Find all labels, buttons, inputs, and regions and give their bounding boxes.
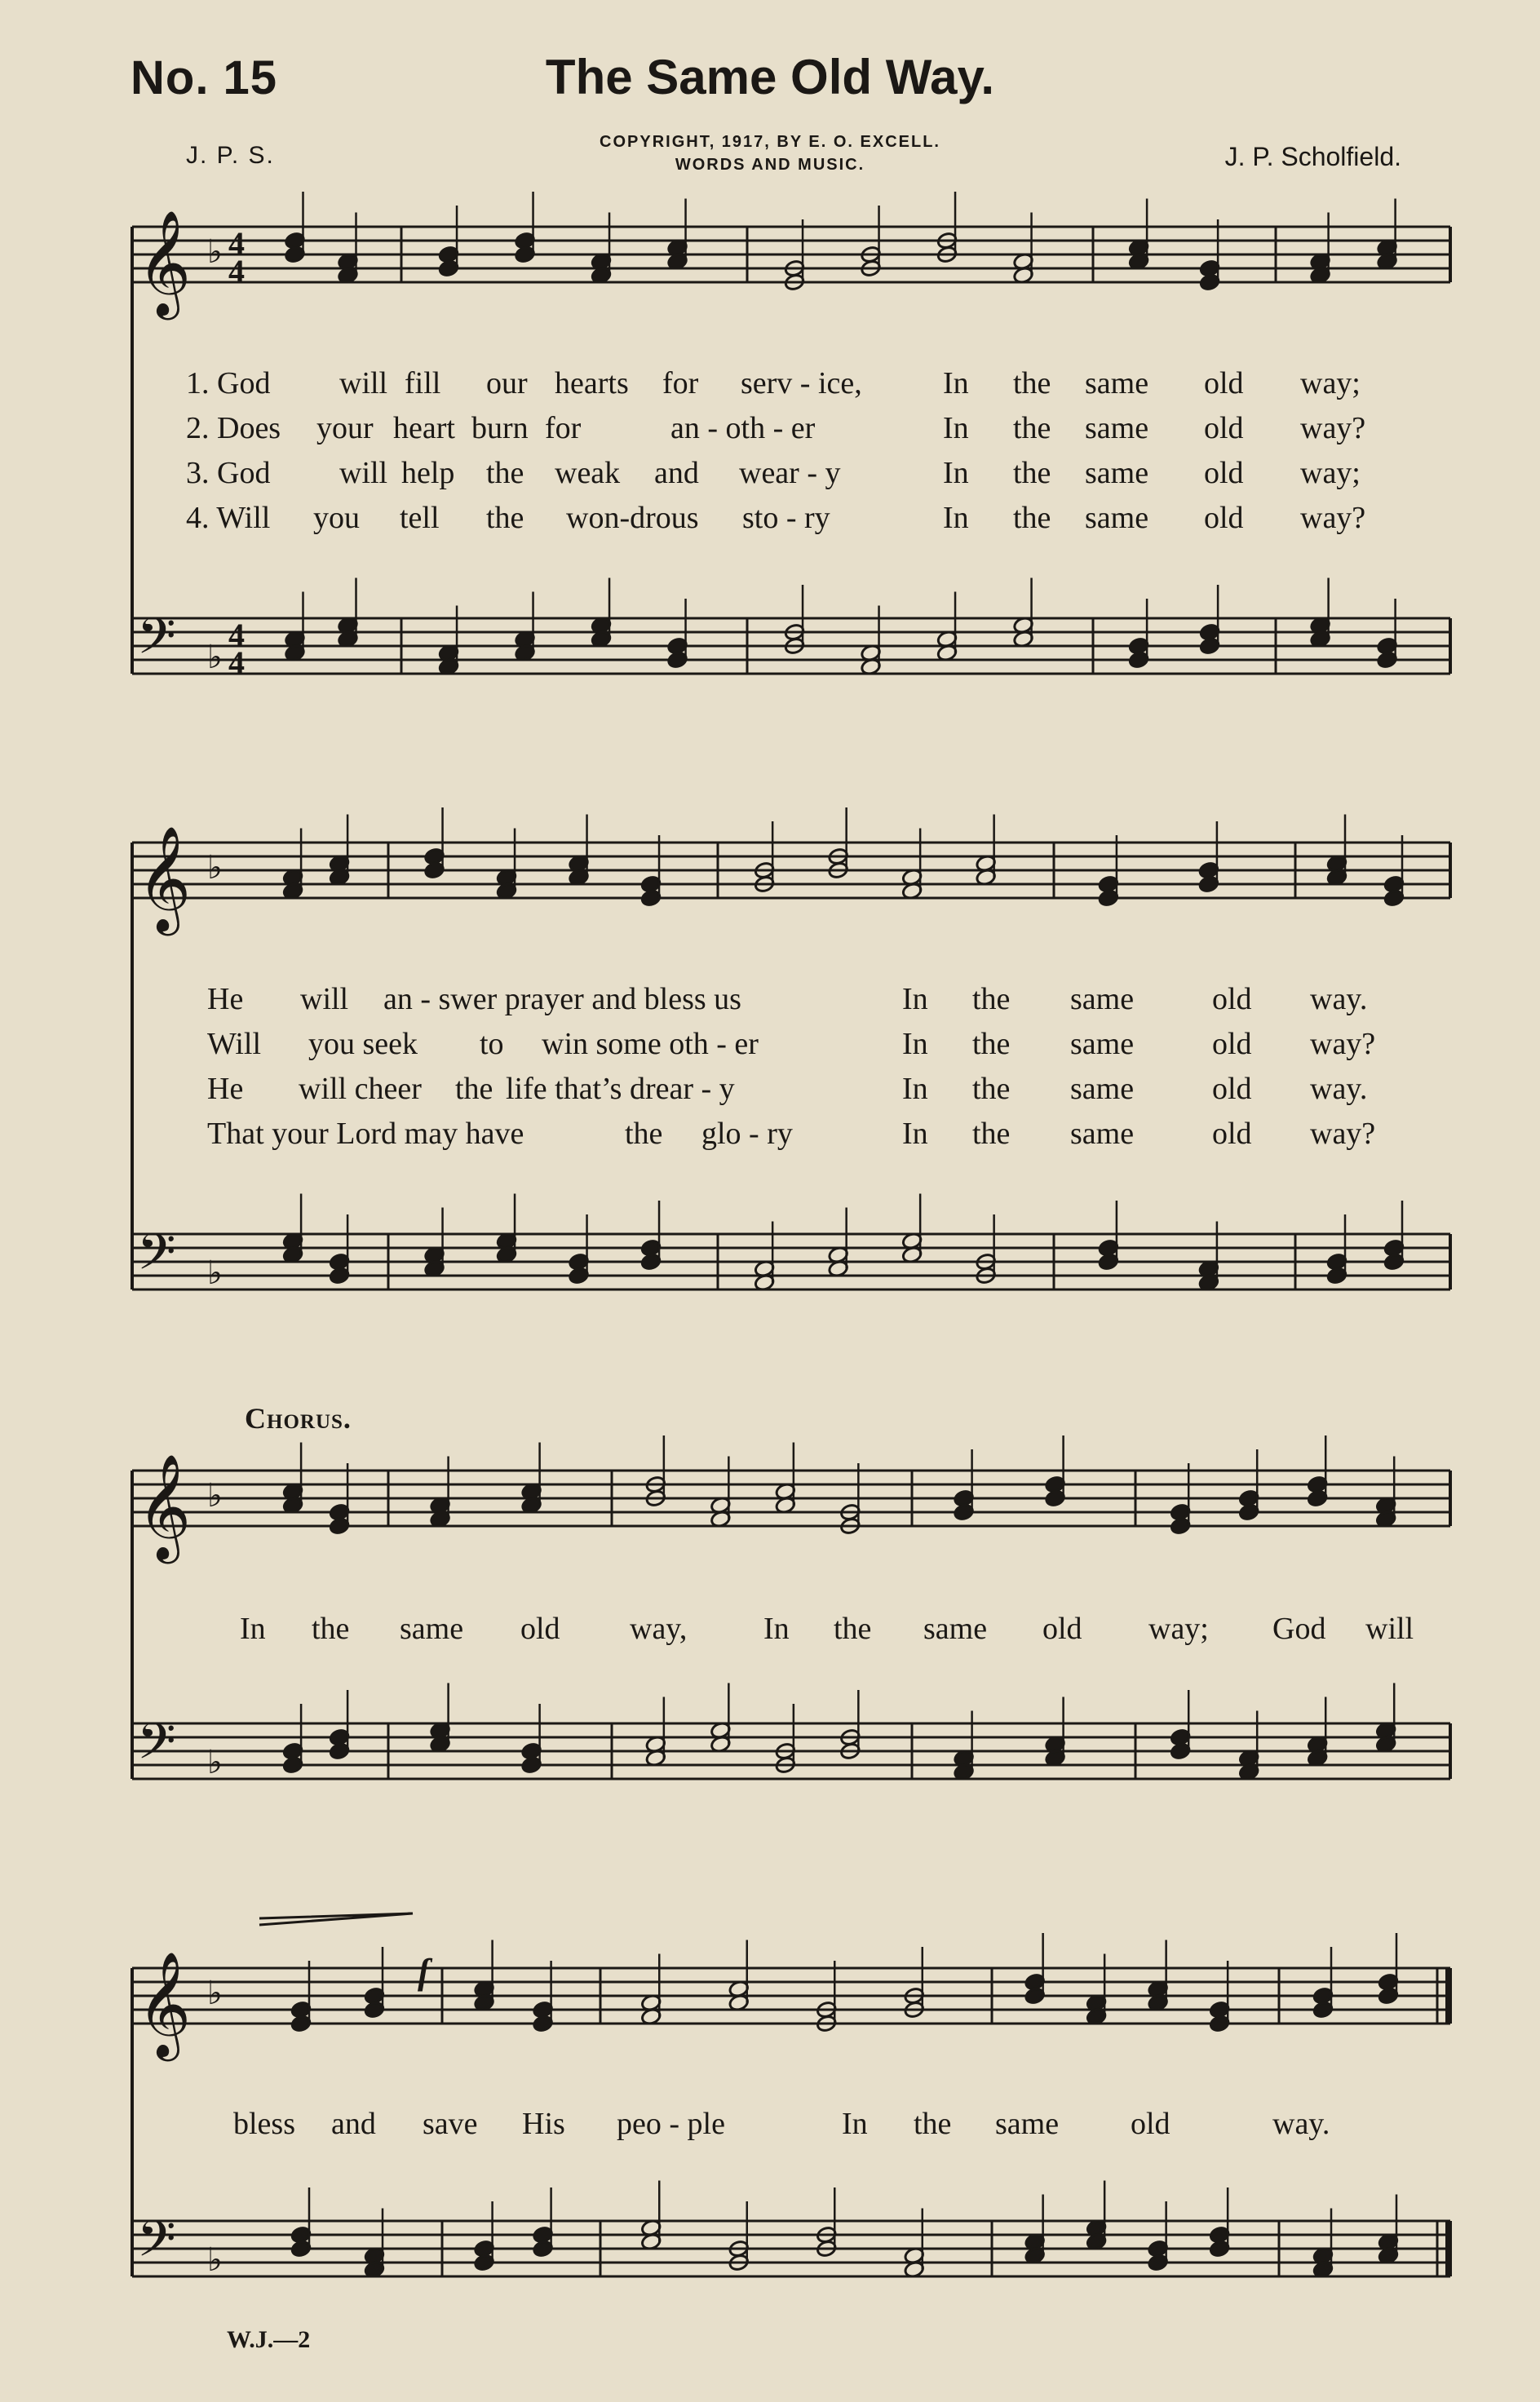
bass-clef-icon: 𝄢 [137, 2210, 176, 2280]
lyric-word: God [1272, 1612, 1326, 1646]
lyric-word: That your Lord may have [207, 1117, 524, 1151]
lyric-word: old [1131, 2107, 1170, 2141]
lyric-word: peo - ple [617, 2107, 725, 2141]
lyric-word: burn [471, 411, 529, 445]
lyric-word: old [1204, 411, 1244, 445]
lyric-word: In [902, 1072, 928, 1106]
final-barline [1445, 2221, 1452, 2276]
lyric-word: the [972, 1027, 1011, 1061]
lyric-word: old [1212, 1027, 1252, 1061]
lyric-word: the [972, 982, 1011, 1016]
flat-key-icon: ♭ [207, 233, 223, 271]
flat-key-icon: ♭ [207, 639, 223, 676]
lyric-word: serv - ice, [741, 366, 862, 400]
lyric-word: the [834, 1612, 872, 1646]
lyric-word: same [1070, 1027, 1135, 1061]
lyric-word: old [1204, 456, 1244, 490]
lyric-word: old [1204, 501, 1244, 535]
treble-clef-icon: 𝄞 [137, 1951, 192, 2057]
treble-clef-icon: 𝄞 [137, 1453, 192, 1559]
lyric-word: Will [207, 1027, 262, 1061]
flat-key-icon: ♭ [207, 1744, 223, 1781]
lyric-word: to [480, 1027, 504, 1061]
lyric-word: old [1042, 1612, 1082, 1646]
lyric-word: tell [400, 501, 440, 535]
lyric-word: way? [1310, 1027, 1376, 1061]
flat-key-icon: ♭ [207, 849, 223, 887]
lyric-word: glo - ry [701, 1117, 793, 1151]
lyric-word: way, [630, 1612, 688, 1646]
lyric-word: save [423, 2107, 478, 2141]
lyric-word: In [943, 501, 969, 535]
lyric-word: the [312, 1612, 350, 1646]
lyric-word: 2. Does [186, 411, 281, 445]
lyric-word: life that’s drear - y [506, 1072, 735, 1106]
lyric-word: the [1013, 456, 1051, 490]
hymn-title: The Same Old Way. [545, 50, 995, 104]
final-barline [1445, 1968, 1452, 2024]
lyric-word: same [1070, 982, 1135, 1016]
lyric-word: In [763, 1612, 790, 1646]
lyric-word: you seek [308, 1027, 418, 1061]
lyric-word: the [1013, 366, 1051, 400]
lyric-word: 1. God [186, 366, 271, 400]
lyric-word: old [1212, 982, 1252, 1016]
lyric-word: In [943, 366, 969, 400]
lyric-word: way? [1300, 411, 1366, 445]
lyric-word: the [486, 501, 524, 535]
lyric-word: old [1204, 366, 1244, 400]
flat-key-icon: ♭ [207, 1975, 223, 2012]
lyric-word: way; [1148, 1612, 1209, 1646]
lyric-word: you [313, 501, 360, 535]
lyric-word: same [1070, 1117, 1135, 1151]
treble-clef-icon: 𝄞 [137, 210, 192, 316]
flat-key-icon: ♭ [207, 1254, 223, 1292]
bass-clef-icon: 𝄢 [137, 608, 176, 678]
lyric-word: way. [1310, 982, 1368, 1016]
lyric-word: bless [233, 2107, 295, 2141]
chorus-label: Chorus. [245, 1402, 352, 1435]
lyricist-credit: J. P. S. [186, 142, 275, 169]
lyric-word: He [207, 1072, 244, 1106]
lyric-word: way? [1310, 1117, 1376, 1151]
lyric-word: way? [1300, 501, 1366, 535]
lyric-word: the [1013, 411, 1051, 445]
lyric-word: will cheer [299, 1072, 422, 1106]
footer-code: W.J.—2 [227, 2326, 311, 2353]
time-signature: 4 [228, 225, 245, 262]
lyric-word: will [300, 982, 349, 1016]
lyric-word: old [1212, 1117, 1252, 1151]
lyric-word: the [914, 2107, 952, 2141]
lyric-word: will [1365, 1612, 1414, 1646]
lyric-word: win some oth - er [542, 1027, 759, 1061]
lyric-word: In [902, 1117, 928, 1151]
lyric-word: same [1085, 411, 1149, 445]
lyric-word: our [486, 366, 528, 400]
lyric-word: won-drous [566, 501, 699, 535]
lyric-word: fill [405, 366, 441, 400]
lyric-word: same [1085, 366, 1149, 400]
lyric-word: and [654, 456, 699, 490]
lyric-word: In [842, 2107, 868, 2141]
lyric-word: an - oth - er [670, 411, 816, 445]
lyric-word: heart [393, 411, 455, 445]
lyric-word: same [1070, 1072, 1135, 1106]
lyric-word: same [1085, 456, 1149, 490]
bass-clef-icon: 𝄢 [137, 1713, 176, 1783]
composer-credit: J. P. Scholfield. [1224, 142, 1401, 171]
bass-clef-icon: 𝄢 [137, 1223, 176, 1294]
time-signature: 4 [228, 253, 245, 290]
lyric-word: your [316, 411, 374, 445]
lyric-word: His [522, 2107, 565, 2141]
lyric-word: and [331, 2107, 376, 2141]
lyric-word: same [400, 1612, 464, 1646]
copyright-line: COPYRIGHT, 1917, BY E. O. EXCELL. [600, 133, 940, 151]
lyric-word: In [943, 456, 969, 490]
lyric-word: weak [555, 456, 621, 490]
lyric-word: for [662, 366, 699, 400]
lyric-word: In [943, 411, 969, 445]
lyric-word: old [520, 1612, 560, 1646]
flat-key-icon: ♭ [207, 1477, 223, 1515]
lyric-word: way; [1300, 456, 1361, 490]
lyric-word: will [339, 366, 388, 400]
lyric-word: way; [1300, 366, 1361, 400]
lyric-word: an - swer prayer and bless us [383, 982, 741, 1016]
lyric-word: In [902, 1027, 928, 1061]
lyric-word: In [240, 1612, 266, 1646]
lyric-word: hearts [555, 366, 629, 400]
lyric-word: same [923, 1612, 988, 1646]
lyric-word: same [1085, 501, 1149, 535]
crescendo-hairpin [259, 1913, 413, 1925]
lyric-word: help [401, 456, 455, 490]
lyric-word: will [339, 456, 388, 490]
hymn-number: No. 15 [131, 51, 278, 104]
lyric-word: the [455, 1072, 493, 1106]
lyric-word: wear - y [739, 456, 841, 490]
lyric-word: the [486, 456, 524, 490]
lyric-word: same [995, 2107, 1060, 2141]
lyric-word: way. [1272, 2107, 1330, 2141]
lyric-word: old [1212, 1072, 1252, 1106]
copyright-subline: WORDS AND MUSIC. [675, 156, 865, 174]
lyric-word: the [1013, 501, 1051, 535]
dynamic-forte: f [418, 1952, 430, 1992]
lyric-word: the [625, 1117, 663, 1151]
lyric-word: 3. God [186, 456, 271, 490]
lyric-word: sto - ry [742, 501, 830, 535]
lyric-word: the [972, 1117, 1011, 1151]
treble-clef-icon: 𝄞 [137, 825, 192, 931]
lyric-word: the [972, 1072, 1011, 1106]
lyric-word: In [902, 982, 928, 1016]
lyric-word: He [207, 982, 244, 1016]
lyric-word: way. [1310, 1072, 1368, 1106]
time-signature: 4 [228, 617, 245, 653]
lyric-word: for [545, 411, 582, 445]
flat-key-icon: ♭ [207, 2241, 223, 2279]
lyric-word: 4. Will [186, 501, 271, 535]
time-signature: 4 [228, 644, 245, 681]
